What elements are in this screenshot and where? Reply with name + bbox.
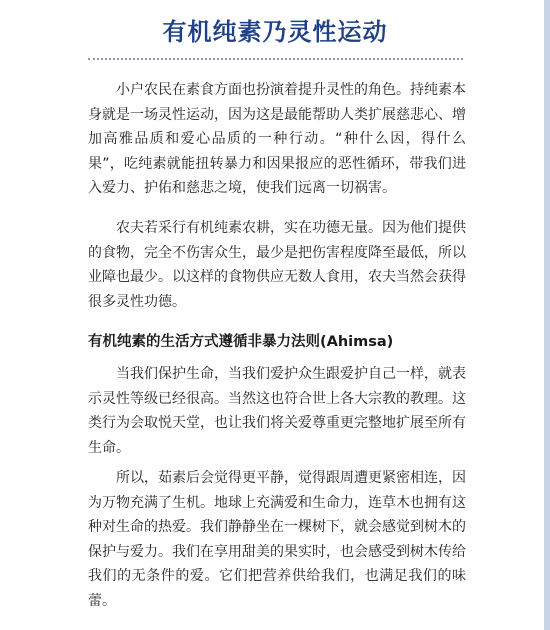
section-paragraph-1: 当我们保护生命，当我们爱护众生跟爱护自己一样，就表示灵性等级已经很高。当然这也符合世上各大宗教的教理。这类行为会取悦天堂，也让我们将关爱尊重更完整地扩展至所有生命。 bbox=[88, 366, 466, 456]
page-edge-bar bbox=[544, 0, 550, 630]
title-divider bbox=[88, 58, 463, 60]
section-heading: 有机纯素的生活方式遵循非暴力法则(Ahimsa) bbox=[88, 334, 394, 350]
section-paragraph-2: 所以，茹素后会觉得更平静，觉得跟周遭更紧密相连，因为万物充满了生机。地球上充满爱和生命力，连草木也拥有这种对生命的热爱。我们静静坐在一棵树下，就会感觉到树木的保护与爱力。我们在享用甜美的果实时，也会感受到树木传给我们的无条件的爱。它们把营养供给我们，也满足我们的味蕾。 bbox=[88, 470, 466, 609]
paragraph-2: 农夫若采行有机纯素农耕，实在功德无量。因为他们提供的食物，完全不伤害众生，最少是把伤害程度降至最低，所以业障也最少。以这样的食物供应无数人食用，农夫当然会获得很多灵性功德。 bbox=[88, 220, 466, 310]
paragraph-1: 小户农民在素食方面也扮演着提升灵性的角色。持纯素本身就是一场灵性运动，因为这是最能帮助人类扩展慈悲心、增加高雅品质和爱心品质的一种行动。“种什么因，得什么果”，吃纯素就能扭转暴力和因果报应的恶性循环，带我们进入爱力、护佑和慈悲之境，使我们远离一切祸害。 bbox=[88, 82, 466, 196]
page-title: 有机纯素乃灵性运动 bbox=[162, 17, 388, 46]
